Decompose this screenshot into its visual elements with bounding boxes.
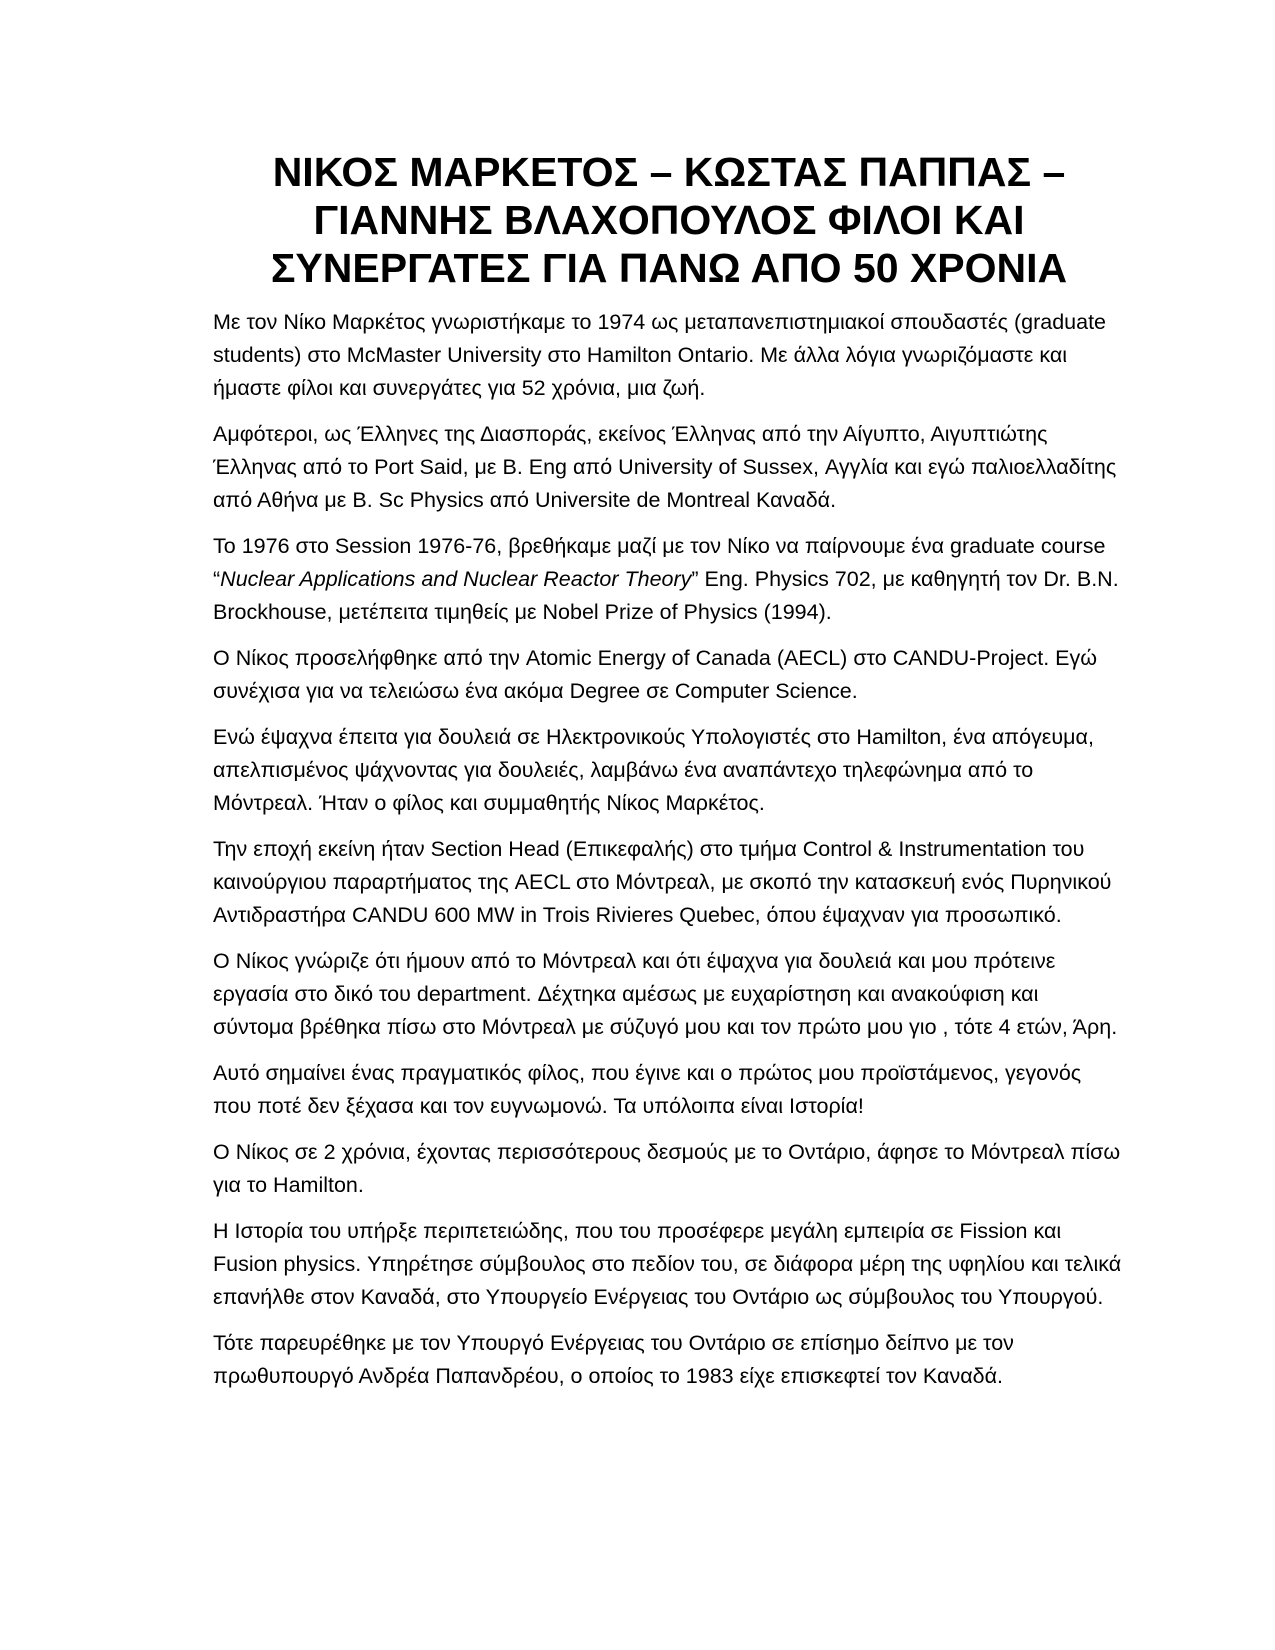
text-segment: ” Eng. Physics 702, με καθηγητή τον Dr. B.N. Brockhouse, μετέπειτα τιμηθείς με Nobel Prize of Physics (1994). xyxy=(213,567,1119,624)
document-content xyxy=(213,148,1125,1406)
paragraph-1 xyxy=(213,306,1125,405)
text-segment: Το 1976 στο Session 1976-76, βρεθήκαμε μαζί με τον Νίκο να παίρνουμε ένα graduate course “ xyxy=(213,534,1106,591)
paragraph-4 xyxy=(213,642,1125,708)
text-segment: Ο Νίκος γνώριζε ότι ήμουν από το Μόντρεαλ και ότι έψαχνα για δουλειά και μου πρότεινε εργασία στο δικό του department. Δέχτηκα αμέσως με ευχαρίστηση και ανακούφιση και σύντομα βρέθηκα πίσω στο Μόντρεαλ με σύζυγό μου και τον πρώτο μου γιο , τότε 4 ετών, Άρη. xyxy=(213,949,1118,1039)
paragraph-6 xyxy=(213,833,1125,932)
paragraph-5 xyxy=(213,721,1125,820)
text-segment: Η Ιστορία του υπήρξε περιπετειώδης, που του προσέφερε μεγάλη εμπειρία σε Fission και Fusion physics. Υπηρέτησε σύμβουλος στο πεδίον του, σε διάφορα μέρη της υφηλίου και τελικά επανήλθε στον Καναδά, στο Υπουργείο Ενέργειας του Οντάριο ως σύμβουλος του Υπουργού. xyxy=(213,1219,1122,1309)
paragraph-9 xyxy=(213,1136,1125,1202)
text-segment: Τότε παρευρέθηκε με τον Υπουργό Ενέργειας του Οντάριο σε επίσημο δείπνο με τον πρωθυπουργό Ανδρέα Παπανδρέου, ο οποίος το 1983 είχε επισκεφτεί τον Καναδά. xyxy=(213,1331,1014,1388)
document-body xyxy=(213,306,1125,1393)
text-segment: Ο Νίκος προσελήφθηκε από την Atomic Energy of Canada (AECL) στο CANDU-Project. Εγώ συνέχισα για να τελειώσω ένα ακόμα Degree σε Computer Science. xyxy=(213,646,1098,703)
paragraph-8 xyxy=(213,1057,1125,1123)
text-segment-italic: Nuclear Applications and Nuclear Reactor Theory xyxy=(220,567,692,591)
paragraph-10 xyxy=(213,1215,1125,1314)
text-segment: Αυτό σημαίνει ένας πραγματικός φίλος, που έγινε και ο πρώτος μου προϊστάμενος, γεγονός που ποτέ δεν ξέχασα και τον ευγνωμονώ. Τα υπόλοιπα είναι Ιστορία! xyxy=(213,1061,1082,1118)
text-segment: Ο Νίκος σε 2 χρόνια, έχοντας περισσότερους δεσμούς με το Οντάριο, άφησε το Μόντρεαλ πίσω για το Hamilton. xyxy=(213,1140,1121,1197)
paragraph-3 xyxy=(213,530,1125,629)
text-segment: Αμφότεροι, ως Έλληνες της Διασποράς, εκείνος Έλληνας από την Αίγυπτο, Αιγυπτιώτης Έλληνας από το Port Said, με B. Eng από University of Sussex, Αγγλία και εγώ παλιοελλαδίτης από Αθήνα με B. Sc Physics από Universite de Montreal Καναδά. xyxy=(213,422,1117,512)
text-segment: Με τον Νίκο Μαρκέτος γνωριστήκαμε το 1974 ως μεταπανεπιστημιακοί σπουδαστές (graduate students) στο McMaster University στο Hamilton Ontario. Με άλλα λόγια γνωριζόμαστε και ήμαστε φίλοι και συνεργάτες για 52 χρόνια, μια ζωή. xyxy=(213,310,1106,400)
text-segment: Ενώ έψαχνα έπειτα για δουλειά σε Ηλεκτρονικούς Υπολογιστές στο Hamilton, ένα απόγευμα, απελπισμένος ψάχνοντας για δουλειές, λαμβάνω ένα αναπάντεχο τηλεφώνημα από το Μόντρεαλ. Ήταν ο φίλος και συμμαθητής Νίκος Μαρκέτος. xyxy=(213,725,1094,815)
paragraph-7 xyxy=(213,945,1125,1044)
document-title: ΝΙΚΟΣ ΜΑΡΚΕΤΟΣ – ΚΩΣΤΑΣ ΠΑΠΠΑΣ – ΓΙΑΝΝΗΣ ΒΛΑΧΟΠΟΥΛΟΣ ΦΙΛΟΙ ΚΑΙ ΣΥΝΕΡΓΑΤΕΣ ΓΙΑ ΠΑΝΩ ΑΠΟ 50 ΧΡΟΝΙΑ xyxy=(270,149,1068,291)
text-segment: Την εποχή εκείνη ήταν Section Head (Επικεφαλής) στο τμήμα Control & Instrumentation του καινούργιου παραρτήματος της AECL στο Μόντρεαλ, με σκοπό την κατασκευή ενός Πυρηνικού Αντιδραστήρα CANDU 600 MW in Trois Rivieres Quebec, όπου έψαχναν για προσωπικό. xyxy=(213,837,1112,927)
paragraph-2 xyxy=(213,418,1125,517)
paragraph-11 xyxy=(213,1327,1125,1393)
